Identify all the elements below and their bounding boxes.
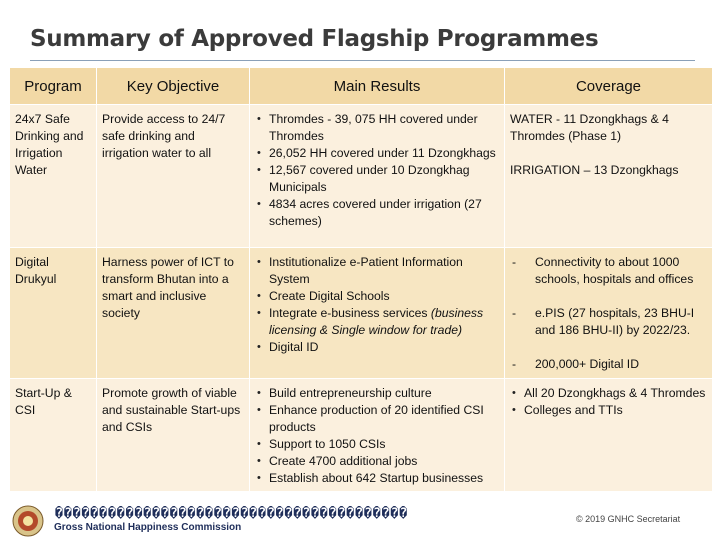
- result-item: • Create Digital Schools: [269, 288, 499, 305]
- header-key-objective: Key Objective: [97, 68, 250, 105]
- objective-cell: Harness power of ICT to transform Bhutan into a smart and inclusive society: [97, 248, 250, 379]
- coverage-item: • All 20 Dzongkhags & 4 Thromdes: [524, 385, 707, 402]
- header-program: Program: [10, 68, 97, 105]
- coverage-item: IRRIGATION – 13 Dzongkhags: [510, 163, 679, 177]
- results-cell: [250, 105, 505, 248]
- result-item: • Integrate e-business services (business licensing & Single window for trade): [269, 305, 499, 339]
- objective-cell: Promote growth of viable and sustainable Start-ups and CSIs: [97, 379, 250, 492]
- gnhc-seal-logo: [12, 505, 44, 537]
- table-header-row: [10, 68, 713, 105]
- header-main-results: Main Results: [250, 68, 505, 105]
- table-row: [10, 105, 713, 248]
- result-note: (business licensing & Single window for trade): [269, 306, 484, 337]
- coverage-cell: [505, 105, 713, 248]
- header-coverage: Coverage: [505, 68, 713, 105]
- title-divider: [30, 60, 695, 61]
- coverage-item: - 200,000+ Digital ID: [510, 356, 707, 373]
- result-item: • Support to 1050 CSIs: [269, 436, 499, 453]
- table-row: [10, 379, 713, 492]
- result-item: • Establish about 642 Startup businesses: [269, 470, 499, 487]
- footer-organization: Gross National Happiness Commission: [54, 522, 242, 533]
- result-item: • 12,567 covered under 10 Dzongkhag Municipals: [269, 162, 499, 196]
- coverage-item: WATER - 11 Dzongkhags & 4 Thromdes (Phase 1): [510, 112, 669, 143]
- program-cell: 24x7 Safe Drinking and Irrigation Water: [10, 105, 97, 248]
- objective-cell: Provide access to 24/7 safe drinking and irrigation water to all: [97, 105, 250, 248]
- result-item: • Institutionalize e-Patient Information System: [269, 254, 499, 288]
- result-item: • 26,052 HH covered under 11 Dzongkhags: [269, 145, 499, 162]
- footer-bar-text: ����������������������������������������: [55, 506, 409, 521]
- result-item: • Build entrepreneurship culture: [269, 385, 499, 402]
- results-cell: [250, 379, 505, 492]
- result-item: • Enhance production of 20 identified CSI products: [269, 402, 499, 436]
- result-item: • Create 4700 additional jobs: [269, 453, 499, 470]
- copyright-text: © 2019 GNHC Secretariat: [576, 514, 681, 524]
- program-cell: Digital Drukyul: [10, 248, 97, 379]
- coverage-item: • Colleges and TTIs: [524, 402, 707, 419]
- flagship-programmes-table: [9, 67, 713, 492]
- table-row: [10, 248, 713, 379]
- coverage-item: - Connectivity to about 1000 schools, hospitals and offices: [510, 254, 707, 288]
- result-item: • 4834 acres covered under irrigation (27 schemes): [269, 196, 499, 230]
- coverage-item: - e.PIS (27 hospitals, 23 BHU-I and 186 BHU-II) by 2022/23.: [510, 305, 707, 339]
- result-item: • Digital ID: [269, 339, 499, 356]
- coverage-cell: [505, 379, 713, 492]
- result-item: • Thromdes - 39, 075 HH covered under Thromdes: [269, 111, 499, 145]
- results-cell: [250, 248, 505, 379]
- page-title: Summary of Approved Flagship Programmes: [30, 26, 599, 52]
- program-cell: Start-Up & CSI: [10, 379, 97, 492]
- coverage-cell: [505, 248, 713, 379]
